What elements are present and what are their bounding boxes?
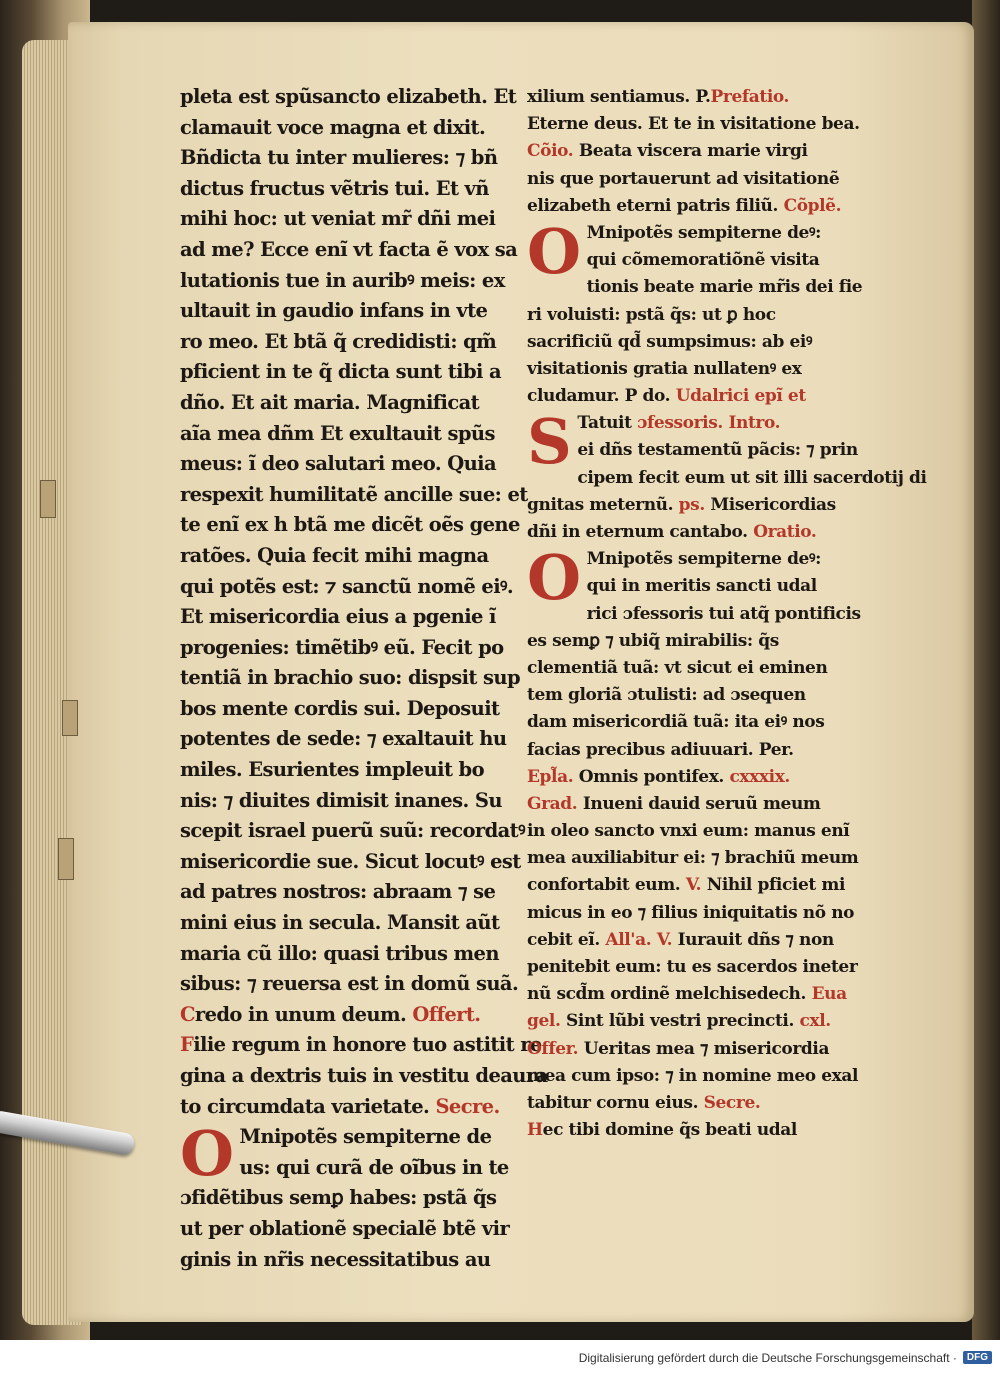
- text-line: ɔfidẽtibus semꝑ habes: pstã q̃s: [180, 1186, 497, 1210]
- text-line: ginis in nr̃is necessitatibus au: [180, 1247, 491, 1271]
- rubric-text: Cõio.: [527, 141, 574, 162]
- rubric-text: gel.: [527, 1011, 561, 1032]
- text-line: gina a dextris tuis in vestitu deaura: [180, 1064, 548, 1087]
- initial-block: [180, 1117, 510, 1275]
- text-line: aĩa mea dñm Et exultauit spũs: [180, 421, 495, 445]
- text-line: scepit israel puerũ suũ: recordatꝰ: [180, 819, 525, 843]
- rubric-text: Prefatio.: [710, 87, 790, 107]
- text-line: qui in meritis sancti udal: [586, 576, 817, 597]
- text-line: visitationis gratia nullatenꝰ ex: [527, 358, 802, 379]
- text-line: sacrificiũ qd̃ sumpsimus: ab eiꝰ: [527, 331, 813, 352]
- text-line: mea cum ipso: ⁊ in nomine meo exal: [527, 1065, 859, 1086]
- text-line: maria cũ illo: quasi tribus men: [180, 941, 499, 965]
- text-line: qui potẽs est: ⁊ sanctũ nomẽ eiꝰ.: [180, 574, 514, 598]
- text-line: cludamur. P do. Udalrici epĩ et: [527, 386, 806, 407]
- text-line: Tatuit ɔfessoris. Intro.: [577, 413, 781, 434]
- rubric-text: C: [180, 1002, 195, 1026]
- text-line: Mnipotẽs sempiterne deꝰ:: [586, 549, 821, 570]
- text-line: Credo in unum deum. Offert.: [180, 1002, 481, 1026]
- initial-block: [527, 214, 863, 383]
- text-line: ad me? Ecce enĩ vt facta ẽ vox sa: [180, 237, 518, 261]
- text-line: mini eius in secula. Mansit aũt: [180, 911, 500, 935]
- rubric-text: ps.: [678, 494, 705, 515]
- text-line: micus in eo ⁊ filius iniquitatis nõ no: [527, 902, 855, 923]
- text-line: tionis beate marie mr̃is dei fie: [586, 277, 863, 298]
- text-line: sibus: ⁊ reuersa est in domũ suã.: [180, 972, 519, 996]
- page-tab: [62, 700, 78, 736]
- text-line: rici ɔfessoris tui atq̃ pontificis: [586, 603, 861, 624]
- text-line: dictus fructus vẽtris tui. Et vñ: [180, 176, 489, 200]
- rubric-text: V.: [685, 875, 702, 896]
- rubric-text: Offer.: [527, 1038, 579, 1059]
- dfg-logo: DFG: [963, 1351, 992, 1364]
- text-line: bos mente cordis sui. Deposuit: [180, 696, 500, 720]
- rubric-text: Offert.: [412, 1002, 481, 1026]
- page-tab: [40, 480, 56, 518]
- text-line: ad patres nostros: abraam ⁊ se: [180, 880, 496, 904]
- text-line: confortabit eum. V. Nihil pficiet mi: [527, 875, 845, 896]
- text-line: ratões. Quia fecit mihi magna: [180, 543, 489, 567]
- text-line: pficient in te q̃ dicta sunt tibi a: [180, 360, 502, 384]
- text-line: Mnipotẽs sempiterne de: [239, 1125, 492, 1149]
- text-line: to circumdata varietate. Secre.: [180, 1094, 500, 1118]
- rubric-text: cxxxix.: [729, 766, 790, 787]
- text-line: clementiã tuã: vt sicut ei eminen: [527, 657, 828, 678]
- book-edge-right: [972, 0, 1000, 1340]
- text-line: tabitur cornu eius. Secre.: [527, 1092, 761, 1113]
- text-line: ut per oblationẽ specialẽ btẽ vir: [180, 1216, 510, 1240]
- text-line: tentiã in brachio suo: dispsit sup: [180, 666, 520, 690]
- text-line: in oleo sancto vnxi eum: manus enĩ: [527, 821, 850, 842]
- text-line: nis: ⁊ diuites dimisit inanes. Su: [180, 788, 502, 812]
- text-line: penitebit eum: tu es sacerdos ineter: [527, 957, 858, 977]
- text-line: misericordie sue. Sicut locutꝰ est: [180, 849, 521, 873]
- rubric-text: F: [180, 1033, 194, 1057]
- rubric-text: ɔfessoris. Intro.: [637, 413, 781, 434]
- initial-block: [527, 541, 861, 764]
- text-line: ei dñs testamentũ pãcis: ⁊ prin: [577, 440, 858, 461]
- initial-letter: O: [527, 541, 581, 615]
- text-line: gnitas meternũ. ps. Misericordias: [527, 494, 836, 515]
- text-line: Cõio. Beata viscera marie virgi: [527, 141, 808, 162]
- initial-letter: S: [527, 405, 572, 479]
- rubric-text: H: [527, 1120, 543, 1141]
- text-line: Epl̃a. Omnis pontifex. cxxxix.: [527, 766, 790, 787]
- text-line: progenies: timẽtibꝰ eũ. Fecit po: [180, 635, 504, 659]
- text-line: Offer. Ueritas mea ⁊ misericordia: [527, 1038, 830, 1059]
- text-line: potentes de sede: ⁊ exaltauit hu: [180, 727, 507, 751]
- text-line: cipem fecit eum ut sit illi sacerdotij di: [577, 467, 927, 488]
- text-line: Bñdicta tu inter mulieres: ⁊ bñ: [180, 146, 498, 170]
- text-line: ro meo. Et btã q̃ credidisti: qm̃: [180, 329, 497, 353]
- page-tab: [58, 838, 74, 880]
- text-line: facias precibus adiuuari. Per.: [527, 739, 794, 760]
- rubric-text: cxl.: [799, 1011, 831, 1032]
- rubric-text: Oratio.: [753, 522, 817, 542]
- text-line: nis que portauerunt ad visitationẽ: [527, 168, 840, 189]
- rubric-text: Epl̃a.: [527, 766, 574, 787]
- text-line: dño. Et ait maria. Magnificat: [180, 390, 480, 414]
- text-line: clamauit voce magna et dixit.: [180, 115, 486, 139]
- rubric-text: Grad.: [527, 793, 578, 814]
- text-line: es semꝑ ⁊ ubiq̃ mirabilis: q̃s: [527, 630, 779, 651]
- text-line: Filie regum in honore tuo astitit re: [180, 1033, 542, 1057]
- rubric-text: Eua: [811, 984, 847, 1005]
- text-line: gel. Sint lũbi vestri precincti. cxl.: [527, 1011, 831, 1032]
- text-line: meus: ĩ deo salutari meo. Quia: [180, 452, 497, 476]
- text-line: Et misericordia eius a pgenie ĩ: [180, 605, 496, 629]
- text-line: te enĩ ex h btã me dicẽt oẽs gene: [180, 513, 520, 537]
- text-line: nũ scd̃m ordinẽ melchisedech. Eua: [527, 984, 847, 1005]
- rubric-text: Udalrici epĩ et: [675, 386, 806, 407]
- text-line: dam misericordiã tuã: ita eiꝰ nos: [527, 712, 825, 733]
- text-line: elizabeth eterni patris filiũ. Cõplẽ.: [527, 195, 842, 216]
- initial-block: [527, 405, 858, 479]
- text-line: lutationis tue in auribꝰ meis: ex: [180, 268, 505, 292]
- rubric-text: All'a. V.: [605, 929, 673, 950]
- text-line: ultauit in gaudio infans in vte: [180, 299, 488, 323]
- text-line: Grad. Inueni dauid seruũ meum: [527, 793, 821, 814]
- rubric-text: Cõplẽ.: [783, 195, 842, 216]
- text-line: mihi hoc: ut veniat mr̃ dñi mei: [180, 207, 496, 231]
- text-line: qui cõmemoratiõnẽ visita: [586, 250, 820, 271]
- right-column: [527, 84, 927, 1144]
- text-line: respexit humilitatẽ ancille sue: et: [180, 482, 528, 506]
- footer: [0, 1340, 1000, 1375]
- footer-text: Digitalisierung gefördert durch die Deutsche Forschungsgemeinschaft ·: [578, 1350, 957, 1365]
- rubric-text: Secre.: [435, 1094, 500, 1118]
- initial-letter: O: [180, 1117, 234, 1191]
- text-line: cebit eĩ. All'a. V. Iurauit dñs ⁊ non: [527, 929, 834, 950]
- text-line: miles. Esurientes impleuit bo: [180, 758, 484, 782]
- text-line: Eterne deus. Et te in visitatione bea.: [527, 114, 860, 135]
- text-line: xilium sentiamus. P.Prefatio.: [527, 87, 790, 107]
- text-line: tem gloriã ɔtulisti: ad ɔsequen: [527, 685, 806, 706]
- rubric-text: Secre.: [703, 1092, 761, 1113]
- text-line: ri voluisti: pstã q̃s: ut ꝑ hoc: [527, 304, 776, 325]
- text-line: Hec tibi domine q̃s beati udal: [527, 1120, 797, 1141]
- text-line: dñi in eternum cantabo. Oratio.: [527, 522, 817, 542]
- text-line: pleta est spũsancto elizabeth. Et: [180, 85, 517, 108]
- initial-letter: O: [527, 214, 581, 288]
- text-line: us: qui curã de oĩbus in te: [239, 1155, 509, 1179]
- text-line: Mnipotẽs sempiterne deꝰ:: [586, 222, 821, 243]
- text-line: mea auxiliabitur ei: ⁊ brachiũ meum: [527, 848, 859, 869]
